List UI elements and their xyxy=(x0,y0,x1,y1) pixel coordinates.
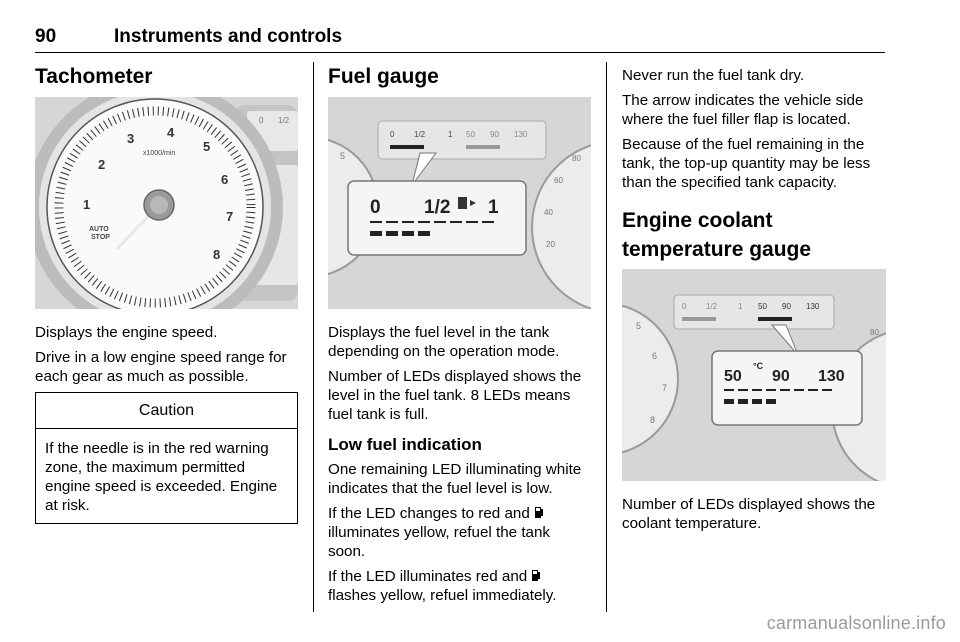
svg-text:130: 130 xyxy=(818,368,845,385)
svg-text:90: 90 xyxy=(782,302,791,311)
svg-text:1/2: 1/2 xyxy=(424,197,451,218)
svg-text:1: 1 xyxy=(83,197,91,212)
column-divider xyxy=(606,62,607,612)
text-segment: If the LED changes to red and xyxy=(328,505,530,522)
svg-text:20: 20 xyxy=(546,240,555,249)
svg-text:5: 5 xyxy=(636,321,642,331)
svg-text:3: 3 xyxy=(127,131,135,146)
svg-text:AUTO: AUTO xyxy=(89,226,109,233)
svg-text:x1000/min: x1000/min xyxy=(143,150,176,157)
paragraph xyxy=(328,567,591,605)
text-segment: illuminates yellow, refuel the tank soon. xyxy=(328,524,551,560)
paragraph: Displays the engine speed. xyxy=(35,324,218,341)
paragraph: The arrow indicates the vehicle side where the fuel filler flap is located. xyxy=(622,92,864,128)
svg-text:1: 1 xyxy=(488,197,499,218)
page-number: 90 xyxy=(35,26,57,47)
section-heading-fuel-gauge: Fuel gauge xyxy=(328,65,439,88)
tachometer-illustration xyxy=(35,97,298,309)
svg-text:8: 8 xyxy=(650,415,656,425)
fuel-gauge-illustration xyxy=(328,97,591,309)
coolant-gauge-illustration xyxy=(622,269,886,481)
paragraph: Number of LEDs displayed shows the level in the fuel tank. 8 LEDs means fuel tank is full. xyxy=(328,368,582,423)
paragraph: One remaining LED illuminating white indicates that the fuel level is low. xyxy=(328,461,582,497)
svg-text:1/2: 1/2 xyxy=(706,302,718,311)
caution-body xyxy=(36,429,297,523)
svg-text:80: 80 xyxy=(870,328,879,337)
paragraph xyxy=(328,504,591,561)
svg-text:40: 40 xyxy=(544,208,553,217)
column-tachometer xyxy=(35,62,298,524)
paragraph: Number of LEDs displayed shows the coolant temperature. xyxy=(622,496,876,532)
svg-text:50: 50 xyxy=(758,302,767,311)
svg-text:50: 50 xyxy=(724,368,742,385)
text-segment: If the LED illuminates red and xyxy=(328,568,528,585)
svg-text:7: 7 xyxy=(662,383,668,393)
caution-text: If the needle is in the red warning zone, the maximum permitted engine speed is exceeded. Engine at risk. xyxy=(45,440,278,514)
paragraph: Because of the fuel remaining in the tank, the top-up quantity may be less than the specified tank capacity. xyxy=(622,136,871,191)
svg-text:5: 5 xyxy=(340,151,346,161)
column-coolant xyxy=(622,62,886,539)
paragraph: Displays the fuel level in the tank depending on the operation mode. xyxy=(328,324,560,360)
header-title: Instruments and controls xyxy=(114,26,343,47)
svg-text:0: 0 xyxy=(682,302,687,311)
svg-text:6: 6 xyxy=(221,172,229,187)
svg-text:1/2: 1/2 xyxy=(278,116,290,125)
svg-text:°C: °C xyxy=(753,361,764,371)
svg-text:5: 5 xyxy=(203,139,211,154)
svg-text:90: 90 xyxy=(772,368,790,385)
section-heading-tachometer: Tachometer xyxy=(35,65,153,88)
caution-box xyxy=(35,392,298,524)
svg-text:6: 6 xyxy=(652,351,658,361)
caution-title: Caution xyxy=(36,393,297,429)
text-segment: flashes yellow, refuel immediately. xyxy=(328,587,557,604)
svg-text:8: 8 xyxy=(213,247,221,262)
fuel-pump-icon xyxy=(534,506,544,519)
svg-text:130: 130 xyxy=(514,130,528,139)
svg-text:80: 80 xyxy=(572,154,581,163)
svg-text:130: 130 xyxy=(806,302,820,311)
section-heading-coolant: Engine coolant temperature gauge xyxy=(622,209,812,261)
svg-text:0: 0 xyxy=(370,197,381,218)
column-divider xyxy=(313,62,314,612)
svg-text:7: 7 xyxy=(226,209,234,224)
column-fuel-gauge xyxy=(328,62,591,611)
svg-text:1: 1 xyxy=(448,130,453,139)
svg-text:1: 1 xyxy=(738,302,743,311)
fuel-pump-icon xyxy=(531,569,541,582)
watermark: carmanualsonline.info xyxy=(766,613,946,633)
svg-text:0: 0 xyxy=(390,130,395,139)
subheading-low-fuel: Low fuel indication xyxy=(328,435,482,454)
svg-text:60: 60 xyxy=(554,176,563,185)
paragraph: Drive in a low engine speed range for each gear as much as possible. xyxy=(35,349,287,385)
svg-text:STOP: STOP xyxy=(91,234,110,241)
svg-text:50: 50 xyxy=(466,130,475,139)
svg-text:2: 2 xyxy=(98,157,106,172)
svg-text:1/2: 1/2 xyxy=(414,130,426,139)
svg-text:90: 90 xyxy=(490,130,499,139)
paragraph: Never run the fuel tank dry. xyxy=(622,67,805,84)
svg-text:4: 4 xyxy=(167,125,175,140)
page-header xyxy=(35,26,885,53)
svg-text:0: 0 xyxy=(259,116,264,125)
